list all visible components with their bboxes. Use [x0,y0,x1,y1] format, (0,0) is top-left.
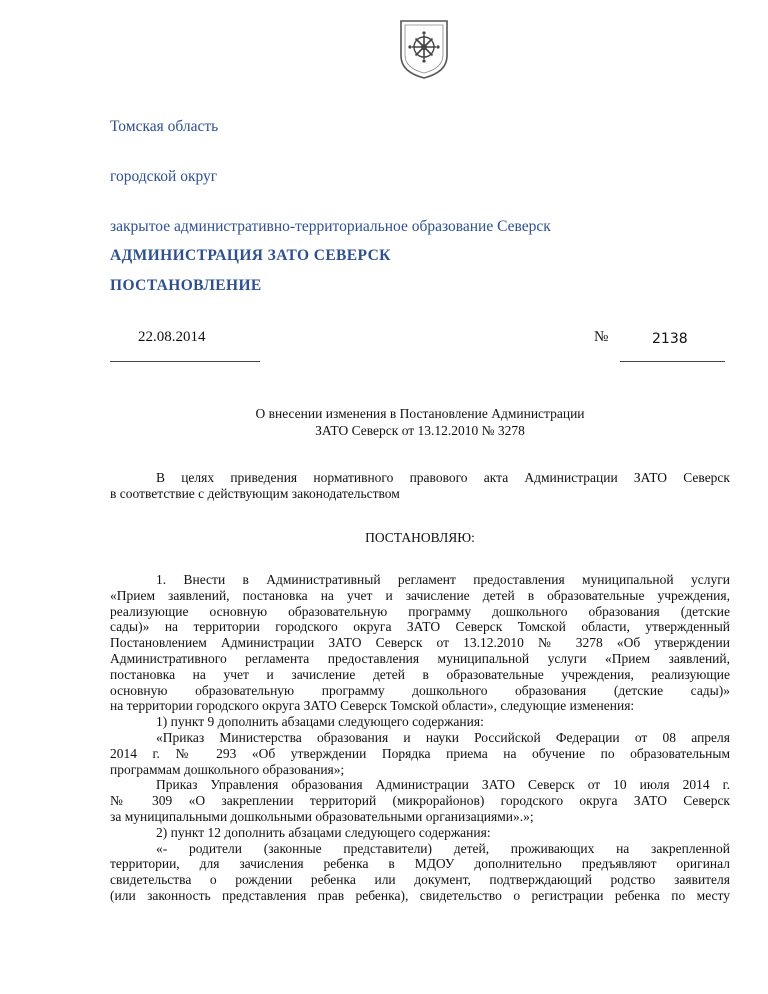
body-line: 2014 г. № 293 «Об утверждении Порядка приема на обучение по образовательным [110,745,730,761]
body-line: 2) пункт 12 дополнить абзацами следующего содержания: [156,824,491,840]
region-label: Томская область [110,118,219,135]
document-date: 22.08.2014 [138,329,206,345]
doc-type-heading: ПОСТАНОВЛЕНИЕ [110,277,262,294]
document-title [110,405,730,439]
body-line: Административного регламента предоставления муниципальной услуги «Прием заявлений, [110,650,730,666]
body-line: свидетельства о рождении ребенка или документ, подтверждающий родство заявителя [110,872,730,888]
body-line: № 309 «О закреплении территорий (микрорайонов) городского округа ЗАТО Северск [110,793,730,809]
document-body [110,572,730,904]
body-line: «Прием заявлений, постановка на учет и зачисление детей в образовательные учреждения, [110,587,730,603]
body-line: Постановлением Администрации ЗАТО Северск от 13.12.2010 № 3278 «Об утверждении [110,635,730,651]
body-line: 1. Внести в Административный регламент предоставления муниципальной услуги [156,572,730,587]
body-line: «Приказ Министерства образования и науки Российской Федерации от 08 апреля [156,729,730,745]
body-line: основную образовательную программу дошкольного образования (детские сады)» [110,682,730,698]
title-line: ЗАТО Северск от 13.12.2010 № 3278 [315,423,525,438]
district-label: городской округ [110,168,218,185]
body-line: сады)» на территории городского округа ЗАТО Северск Томской области, утвержденный [110,619,730,635]
preamble-line: в соответствие с действующим законодательством [110,485,400,501]
body-line: на территории городского округа ЗАТО Северск Томской области», следующие изменения: [110,698,635,714]
document-number: 2138 [652,331,688,347]
body-line: реализующие основную образовательную программу дошкольного образования (детские [110,603,730,619]
preamble [110,470,730,502]
title-line: О внесении изменения в Постановление Администрации [255,406,585,421]
decree-word: ПОСТАНОВЛЯЮ: [365,530,475,545]
body-line: программам дошкольного образования»; [110,761,345,777]
body-line: территории, для зачисления ребенка в МДОУ дополнительно предъявляют оригинал [110,856,730,872]
administration-heading: АДМИНИСТРАЦИЯ ЗАТО СЕВЕРСК [110,247,391,264]
preamble-line: В целях приведения нормативного правового акта Администрации ЗАТО Северск [156,470,730,485]
zato-label: закрытое административно-территориальное образование Северск [110,218,551,235]
body-line: «- родители (законные представители) детей, проживающих на закрепленной [156,840,730,856]
body-line: Приказ Управления образования Администрации ЗАТО Северск от 10 июля 2014 г. [156,777,730,793]
body-line: за муниципальными дошкольными образовательными организациями».»; [110,808,534,824]
body-line: (или законность представления прав ребенка), свидетельство о регистрации ребенка по месту [110,887,730,903]
number-sign: № [594,329,609,345]
date-underline [110,361,260,362]
number-underline [620,361,725,362]
coat-of-arms-emblem [398,18,450,80]
body-line: 1) пункт 9 дополнить абзацами следующего содержания: [156,714,484,730]
body-line: постановка на учет и зачисление детей в образовательные учреждения, реализующие [110,666,730,682]
